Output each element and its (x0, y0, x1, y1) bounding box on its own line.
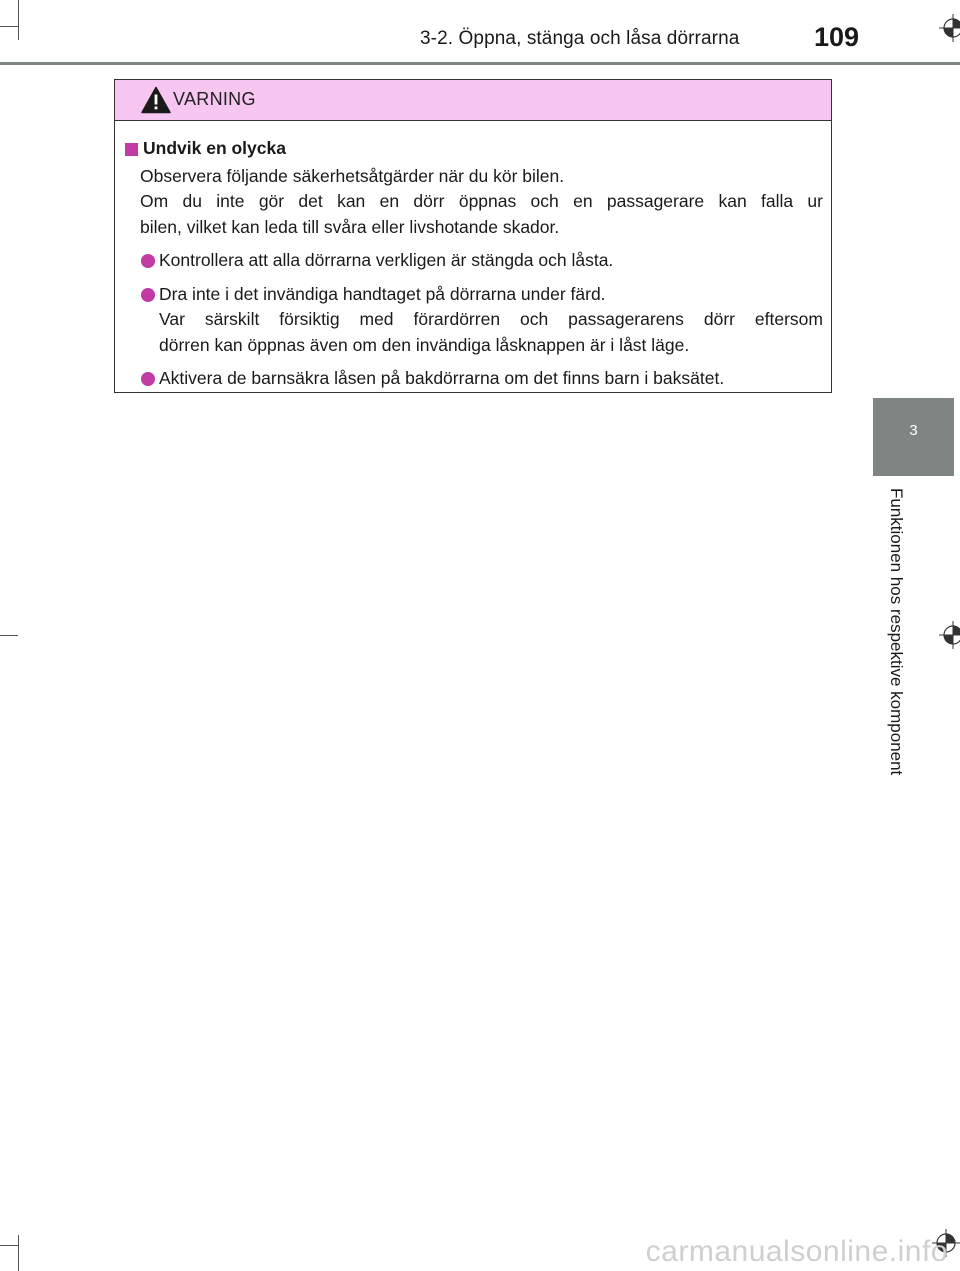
section-title: 3-2. Öppna, stänga och låsa dörrarna (420, 28, 740, 49)
intro-line: bilen, vilket kan leda till svåra eller livshotande skador. (140, 216, 560, 237)
crop-mark (0, 26, 18, 27)
list-item-text (159, 282, 823, 359)
list-item (125, 282, 823, 359)
registration-mark-icon (939, 621, 960, 649)
page-number: 109 (814, 22, 860, 52)
circle-bullet-icon (141, 254, 155, 268)
warning-triangle-icon (141, 86, 171, 114)
list-item-line: Dra inte i det invändiga handtaget på dörrarna under färd. (159, 283, 606, 304)
list-item-line: Var särskilt försiktig med förardörren och passagerarens dörr eftersom (159, 309, 823, 329)
list-item-line: Aktivera de barnsäkra låsen på bakdörrarna om det finns barn i baksätet. (159, 368, 725, 388)
list-item-line: dörren kan öppnas även om den invändiga låsknappen är i låst läge. (159, 334, 690, 355)
list-item-line: Kontrollera att alla dörrarna verkligen är stängda och låsta. (159, 250, 614, 270)
warning-header (115, 80, 831, 121)
heading-text: Undvik en olycka (143, 138, 286, 158)
chapter-number: 3 (909, 422, 918, 439)
crop-mark (18, 1235, 19, 1271)
list-item-text (159, 366, 823, 392)
circle-bullet-icon (141, 288, 155, 302)
list-item (125, 366, 823, 392)
header-rule (0, 62, 960, 65)
crop-mark (0, 635, 18, 636)
intro-line: Om du inte gör det kan en dörr öppnas och en passagerare kan falla ur (140, 191, 823, 211)
chapter-title: Funktionen hos respektive komponent (887, 488, 906, 776)
warning-body (115, 121, 831, 392)
chapter-tab (873, 398, 954, 476)
list-item (125, 248, 823, 274)
circle-bullet-icon (141, 372, 155, 386)
list-item-text (159, 248, 823, 274)
intro-paragraph (125, 164, 823, 241)
section-heading (125, 136, 823, 162)
warning-label: VARNING (173, 89, 256, 109)
watermark: carmanualsonline.info (645, 1235, 948, 1268)
crop-mark (0, 1245, 18, 1246)
registration-mark-icon (939, 14, 960, 42)
intro-line: Observera följande säkerhetsåtgärder när du kör bilen. (140, 165, 565, 186)
square-bullet-icon (125, 143, 138, 156)
crop-mark (18, 0, 19, 40)
warning-box (114, 79, 832, 393)
